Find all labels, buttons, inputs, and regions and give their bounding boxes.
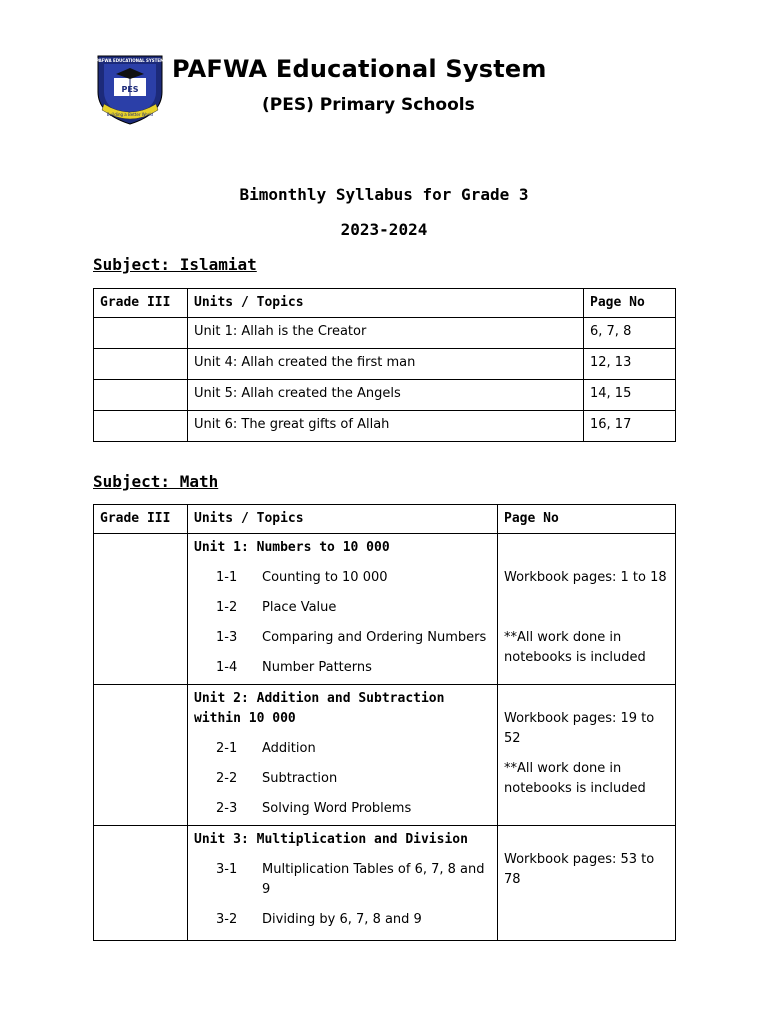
subtopic-number: 2-2 (216, 771, 238, 786)
islamiat-heading: Subject: Islamiat (93, 255, 257, 274)
grade-cell (94, 685, 188, 826)
table-row (94, 826, 676, 941)
page-cell: 12, 13 (584, 349, 676, 380)
page-cell: 6, 7, 8 (584, 318, 676, 349)
subtopic-number: 2-1 (216, 741, 238, 756)
subtopic-text: Number Patterns (262, 660, 372, 675)
math-table (93, 504, 676, 941)
grade-cell (94, 826, 188, 941)
subtopic-text: Comparing and Ordering Numbers (262, 630, 487, 645)
school-name: PAFWA Educational System (172, 55, 547, 83)
grade-cell (94, 318, 188, 349)
unit-title: Unit 2: Addition and Subtraction within 10 000 (194, 691, 445, 726)
logo-arc-text: PAFWA EDUCATIONAL SYSTEM (95, 58, 165, 63)
topic-cell: Unit 6: The great gifts of Allah (188, 411, 584, 442)
subtopic-text: Multiplication Tables of 6, 7, 8 and 9 (262, 862, 485, 897)
school-logo (94, 52, 166, 126)
page-cell: 14, 15 (584, 380, 676, 411)
logo-motto: Building a Better World (106, 112, 154, 117)
table-header-row (94, 289, 676, 318)
notebook-note: **All work done in notebooks is included (504, 761, 646, 796)
subtopic-number: 1-3 (216, 630, 238, 645)
topic-cell: Unit 5: Allah created the Angels (188, 380, 584, 411)
table-row (94, 685, 676, 826)
topic-cell (188, 534, 498, 685)
subtopic-text: Subtraction (262, 771, 338, 786)
column-header: Page No (584, 289, 676, 318)
column-header: Grade III (94, 505, 188, 534)
notebook-note: **All work done in notebooks is included (504, 630, 646, 665)
subtopic-text: Solving Word Problems (262, 801, 412, 816)
topic-cell: Unit 4: Allah created the first man (188, 349, 584, 380)
subtopic-text: Counting to 10 000 (262, 570, 388, 585)
subtopic (194, 628, 491, 648)
table-row (94, 380, 676, 411)
page-cell: 16, 17 (584, 411, 676, 442)
subtopic-number: 2-3 (216, 801, 238, 816)
unit-title: Unit 1: Numbers to 10 000 (194, 540, 390, 555)
subtopic-text: Addition (262, 741, 316, 756)
subtopic (194, 658, 491, 678)
academic-year: 2023-2024 (340, 220, 428, 239)
table-row (94, 318, 676, 349)
school-subtitle: (PES) Primary Schools (262, 95, 475, 115)
grade-cell (94, 380, 188, 411)
islamiat-table (93, 288, 676, 442)
page-cell (498, 685, 676, 826)
math-heading: Subject: Math (93, 472, 219, 491)
subtopic-text: Dividing by 6, 7, 8 and 9 (262, 912, 422, 927)
subtopic (194, 910, 491, 930)
topic-cell (188, 685, 498, 826)
topic-cell: Unit 1: Allah is the Creator (188, 318, 584, 349)
subtopic (194, 568, 491, 588)
subtopic (194, 860, 491, 900)
grade-cell (94, 349, 188, 380)
table-row (94, 349, 676, 380)
grade-cell (94, 534, 188, 685)
column-header: Page No (498, 505, 676, 534)
workbook-pages: Workbook pages: 19 to 52 (504, 711, 655, 746)
subtopic (194, 769, 491, 789)
page-cell (498, 826, 676, 941)
workbook-pages: Workbook pages: 1 to 18 (504, 570, 667, 585)
column-header: Units / Topics (188, 505, 498, 534)
document-title: Bimonthly Syllabus for Grade 3 (239, 185, 529, 204)
subtopic (194, 799, 491, 819)
table-row (94, 411, 676, 442)
subtopic-number: 3-2 (216, 912, 238, 927)
table-row (94, 534, 676, 685)
subtopic-number: 1-1 (216, 570, 238, 585)
grade-cell (94, 411, 188, 442)
unit-title: Unit 3: Multiplication and Division (194, 832, 468, 847)
subtopic (194, 598, 491, 618)
column-header: Units / Topics (188, 289, 584, 318)
subtopic-text: Place Value (262, 600, 337, 615)
subtopic-number: 1-2 (216, 600, 238, 615)
logo-initials: PES (121, 85, 139, 94)
subtopic-number: 1-4 (216, 660, 238, 675)
topic-cell (188, 826, 498, 941)
workbook-pages: Workbook pages: 53 to 78 (504, 852, 655, 887)
page-cell (498, 534, 676, 685)
column-header: Grade III (94, 289, 188, 318)
table-header-row (94, 505, 676, 534)
subtopic (194, 739, 491, 759)
subtopic-number: 3-1 (216, 862, 238, 877)
